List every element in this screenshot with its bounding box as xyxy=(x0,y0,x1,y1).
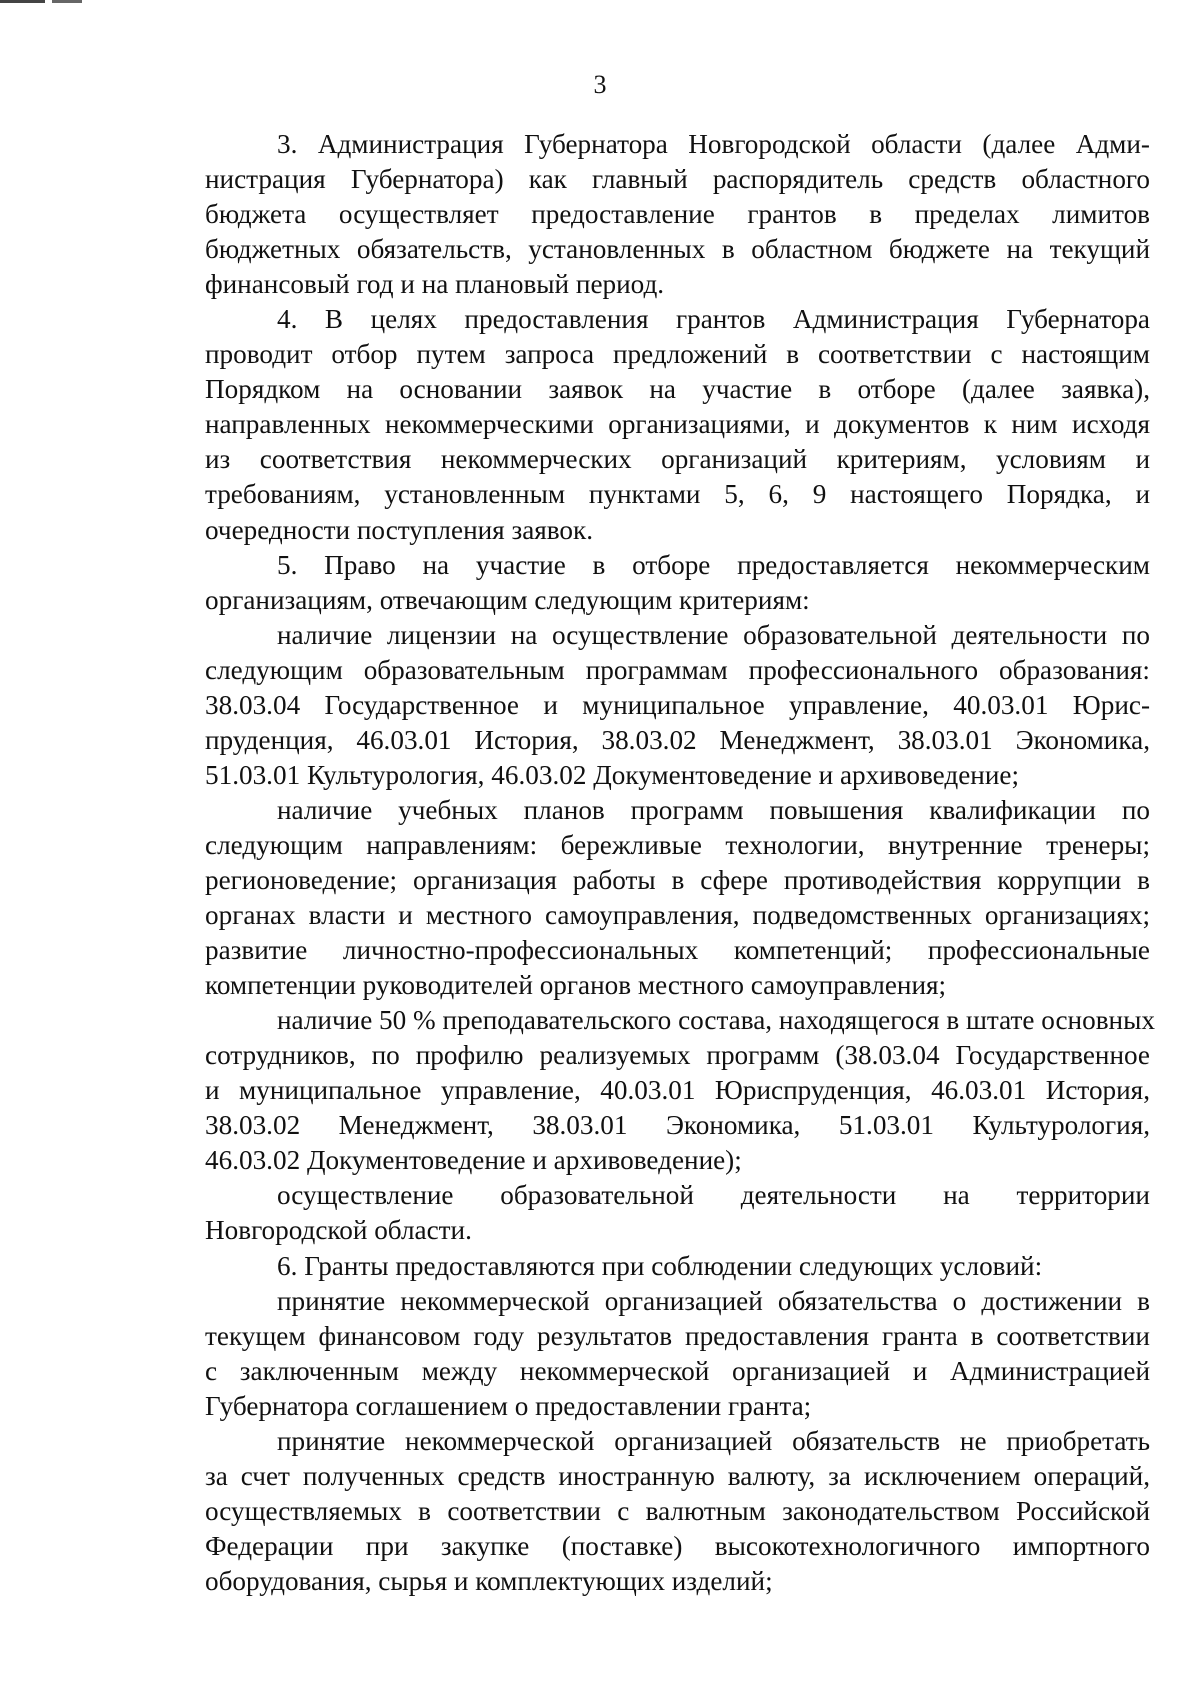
text-line: Порядком на основании заявок на участие в отборе (далее заявка), xyxy=(205,374,1150,405)
text-line: принятие некоммерческой организацией обязательства о достижении в xyxy=(277,1285,1150,1316)
text-line: следующим направлениям: бережливые технологии, внутренние тренеры; xyxy=(205,829,1150,860)
text-line: текущем финансовом году результатов предоставления гранта в соответствии xyxy=(205,1320,1150,1351)
text-line: 51.03.01 Культурология, 46.03.02 Документоведение и архивоведение; xyxy=(205,759,1020,790)
text-line: очередности поступления заявок. xyxy=(205,514,594,545)
text-line: 38.03.02 Менеджмент, 38.03.01 Экономика, 51.03.01 Культурология, xyxy=(205,1110,1150,1141)
text-line: 6. Гранты предоставляются при соблюдении следующих условий: xyxy=(277,1250,1043,1281)
text-line: требованиям, установленным пунктами 5, 6, 9 настоящего Порядка, и xyxy=(205,479,1150,510)
document-body xyxy=(205,127,1155,1599)
text-line: проводит отбор путем запроса предложений в соответствии с настоящим xyxy=(205,339,1150,370)
text-line: компетенции руководителей органов местного самоуправления; xyxy=(205,970,947,1001)
text-line: направленных некоммерческими организациями, и документов к ним исходя xyxy=(205,409,1150,440)
text-line: и муниципальное управление, 40.03.01 Юриспруденция, 46.03.01 История, xyxy=(205,1075,1150,1106)
text-line: регионоведение; организация работы в сфере противодействия коррупции в xyxy=(205,864,1150,895)
scan-mark-segment xyxy=(52,0,82,3)
text-line: развитие личностно-профессиональных компетенций; профессиональные xyxy=(205,935,1150,966)
scan-mark-segment xyxy=(0,0,45,3)
text-line: наличие учебных планов программ повышения квалификации по xyxy=(277,794,1150,825)
text-line: за счет полученных средств иностранную валюту, за исключением операций, xyxy=(205,1460,1150,1491)
text-line: сотрудников, по профилю реализуемых программ (38.03.04 Государственное xyxy=(205,1040,1150,1071)
text-line: 46.03.02 Документоведение и архивоведение); xyxy=(205,1145,742,1176)
text-line: 4. В целях предоставления грантов Администрация Губернатора xyxy=(277,304,1150,335)
page-number: 3 xyxy=(593,70,607,99)
text-line: бюджетных обязательств, установленных в областном бюджете на текущий xyxy=(205,234,1150,265)
text-line: Губернатора соглашением о предоставлении гранта; xyxy=(205,1390,812,1421)
text-line: оборудования, сырья и комплектующих изделий; xyxy=(205,1565,773,1596)
text-line: финансовый год и на плановый период. xyxy=(205,269,665,300)
text-line: наличие 50 % преподавательского состава, находящегося в штате основных xyxy=(277,1005,1155,1036)
text-line: органах власти и местного самоуправления, подведомственных организациях; xyxy=(205,900,1150,931)
text-line: пруденция, 46.03.01 История, 38.03.02 Менеджмент, 38.03.01 Экономика, xyxy=(205,724,1150,755)
text-line: осуществление образовательной деятельности на территории xyxy=(277,1180,1150,1211)
text-line: с заключенным между некоммерческой организацией и Администрацией xyxy=(205,1355,1150,1386)
text-line: осуществляемых в соответствии с валютным законодательством Российской xyxy=(205,1495,1150,1526)
text-line: 3. Администрация Губернатора Новгородской области (далее Адми- xyxy=(277,129,1150,159)
text-line: организациям, отвечающим следующим критериям: xyxy=(205,584,810,615)
scan-edge-mark xyxy=(0,0,85,4)
text-line: бюджета осуществляет предоставление грантов в пределах лимитов xyxy=(205,199,1150,230)
text-line: 38.03.04 Государственное и муниципальное управление, 40.03.01 Юрис- xyxy=(205,689,1150,720)
text-line: Федерации при закупке (поставке) высокотехнологичного импортного xyxy=(205,1530,1150,1561)
text-line: наличие лицензии на осуществление образовательной деятельности по xyxy=(277,619,1150,650)
text-line: следующим образовательным программам профессионального образования: xyxy=(205,654,1150,685)
text-line: нистрация Губернатора) как главный распорядитель средств областного xyxy=(205,164,1150,195)
text-line: 5. Право на участие в отборе предоставляется некоммерческим xyxy=(277,549,1150,580)
text-line: принятие некоммерческой организацией обязательств не приобретать xyxy=(277,1425,1150,1456)
text-line: Новгородской области. xyxy=(205,1215,472,1246)
text-line: из соответствия некоммерческих организаций критериям, условиям и xyxy=(205,444,1150,475)
